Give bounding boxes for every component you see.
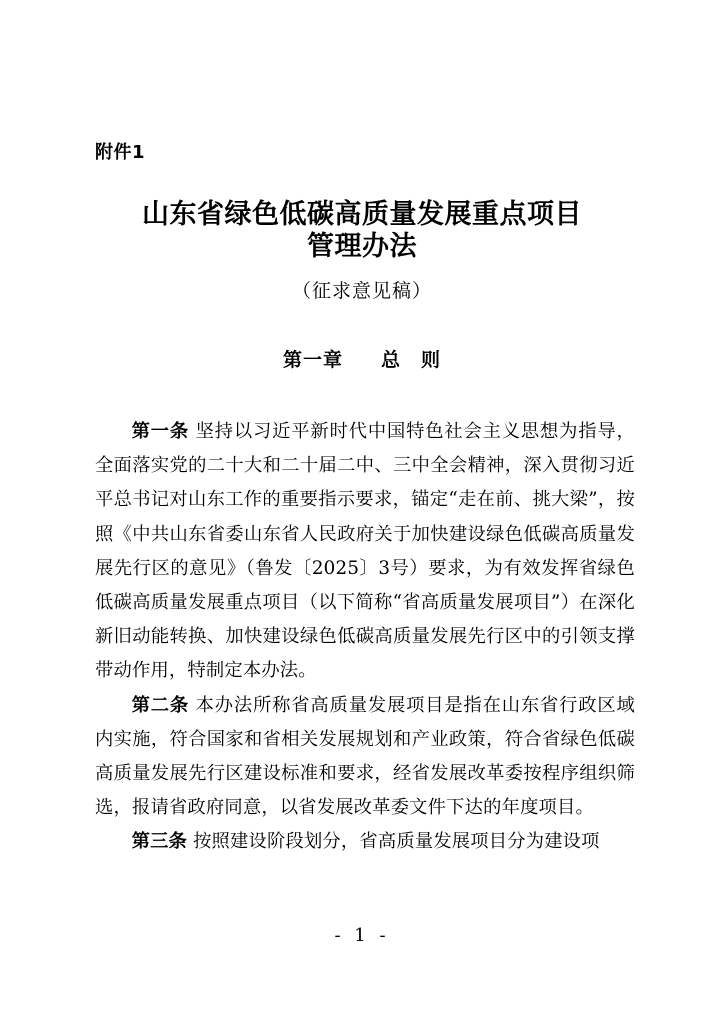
- page-number: - 1 -: [334, 925, 390, 946]
- article-label: 第二条: [131, 694, 189, 716]
- chapter-name: 总 则: [381, 349, 442, 371]
- document-title-line-2: 管理办法: [307, 231, 417, 262]
- article-paragraph: [95, 825, 635, 859]
- document-title-line-1: 山东省绿色低碳高质量发展重点项目: [142, 199, 582, 230]
- document-subtitle: （征求意见稿）: [291, 280, 432, 302]
- article-label: 第一条: [131, 421, 189, 442]
- article-paragraph: [95, 415, 635, 689]
- article-text: 坚持以习近平新时代中国特色社会主义思想为指导，全面落实党的二十大和二十届二中、三中全会精神，深入贯彻习近平总书记对山东工作的重要指示要求，锚定“走在前、挑大梁”，按照《中共山东省委山东省人民政府关于加快建设绿色低碳高质量发展先行区的意见》（鲁发〔2025〕3号）要求，为有效发挥省绿色低碳高质量发展重点项目（以下简称“省高质量发展项目”）在深化新旧动能转换、加快建设绿色低碳高质量发展先行区中的引领支撑带动作用，特制定本办法。: [95, 421, 635, 682]
- chapter-number: 第一章: [282, 349, 343, 371]
- article-paragraph: [95, 689, 635, 826]
- attachment-label: 附件1: [95, 142, 146, 163]
- article-text: 本办法所称省高质量发展项目是指在山东省行政区域内实施，符合国家和省相关发展规划和产业政策，符合省绿色低碳高质量发展先行区建设标准和要求，经省发展改革委按程序组织筛选，报请省政府同意，以省发展改革委文件下达的年度项目。: [95, 694, 635, 819]
- chapter-heading: [0, 345, 724, 372]
- article-text: 按照建设阶段划分，省高质量发展项目分为建设项: [193, 831, 600, 853]
- document-body: [95, 415, 635, 860]
- article-label: 第三条: [131, 831, 188, 853]
